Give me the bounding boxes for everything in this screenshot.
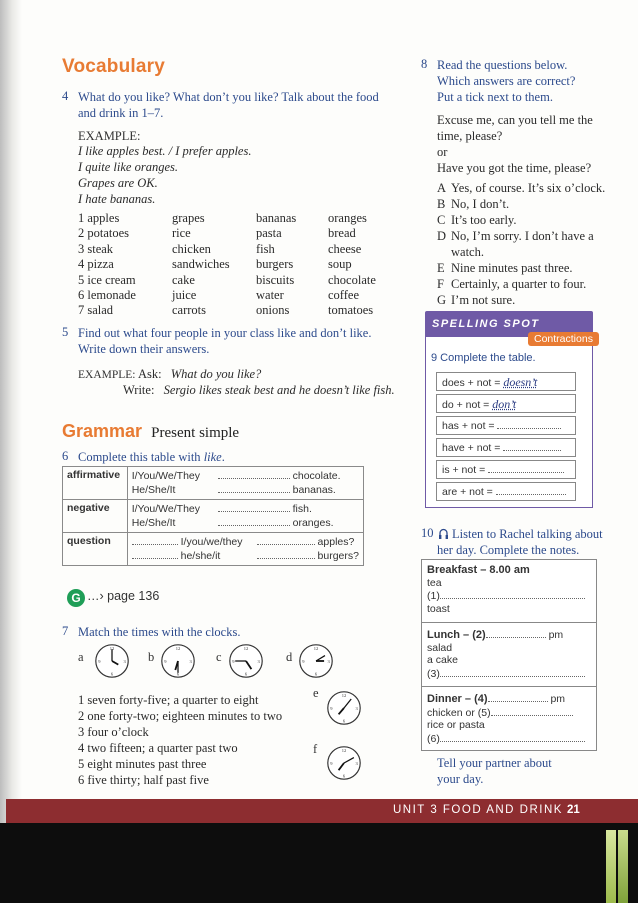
q4-example-label: EXAMPLE: [78, 129, 141, 143]
table-row [63, 533, 364, 566]
contraction-row[interactable] [436, 460, 576, 479]
q10-line1: Listen to Rachel talking about [452, 527, 603, 541]
answer-text: I’m not sure. [451, 293, 516, 307]
divider [422, 622, 596, 623]
object: burgers? [317, 550, 359, 562]
contraction-left: are + not = [442, 486, 496, 498]
food-item: rice [172, 226, 191, 241]
food-item: cheese [328, 241, 362, 256]
time-item-3: 3 four o’clock [78, 725, 149, 739]
food-item: bananas [256, 211, 297, 225]
clock-numeral: 6 [314, 671, 318, 677]
q5-line1: Find out what four people in your class like and don’t like. [78, 326, 372, 340]
dinner-section [427, 692, 585, 745]
clock-a [94, 643, 130, 679]
clock-numeral: 12 [109, 646, 115, 652]
book-spine-shadow [0, 0, 22, 903]
answer-a[interactable] [437, 180, 605, 196]
note-blank-label: chicken or (5) [427, 706, 491, 719]
note-blank-label: (1) [427, 590, 440, 602]
grammar-subtitle: Present simple [151, 425, 240, 441]
table-row [63, 500, 364, 533]
q6-end: . [221, 450, 225, 464]
blank [496, 485, 566, 495]
clock-numeral: 9 [98, 658, 101, 664]
food-item: juice [172, 288, 197, 303]
clock-label-f: f [313, 742, 318, 756]
answer-d-cont [437, 244, 484, 260]
object: chocolate. [292, 470, 341, 482]
note-blank[interactable] [440, 589, 585, 599]
q4-example-3: Grapes are OK. [78, 176, 158, 190]
q8-line1: Read the questions below. [437, 58, 568, 72]
subject: I/You/We/They [131, 470, 200, 482]
blank[interactable] [132, 549, 178, 559]
food-column-3 [256, 211, 296, 319]
food-item: cake [172, 272, 195, 287]
food-item: tomatoes [328, 303, 374, 318]
clock-label-d: d [286, 650, 293, 664]
breakfast-section [427, 564, 585, 615]
food-item: 2 potatoes [78, 226, 130, 241]
tell-line1: Tell your partner about [437, 756, 552, 770]
answer-e[interactable] [437, 260, 573, 276]
time-item-5: 5 eight minutes past three [78, 757, 207, 771]
note-line: rice or pasta [427, 719, 485, 731]
answer-g[interactable] [437, 292, 515, 308]
q7-instruction: Match the times with the clocks. [78, 625, 241, 639]
pm-label: pm [550, 693, 566, 705]
food-item: coffee [328, 288, 359, 303]
answer-letter: B [437, 197, 446, 211]
clock-numeral: 6 [342, 718, 346, 724]
q5-instruction [78, 325, 371, 357]
q4-example-4: I hate bananas. [78, 192, 156, 206]
food-item: 1 apples [78, 211, 120, 225]
tell-partner [437, 755, 552, 787]
clock-d [298, 643, 334, 679]
note-line: tea [427, 576, 442, 589]
clock-f [326, 745, 362, 781]
row-content [127, 500, 363, 533]
blank[interactable] [218, 483, 290, 493]
q5-example-write [123, 382, 395, 398]
clock-numeral: 6 [110, 671, 114, 677]
time-item-4: 4 two fifteen; a quarter past two [78, 741, 238, 755]
q4-number: 4 [62, 89, 69, 103]
contraction-answer: doesn’t [503, 375, 538, 389]
clock-numeral: 6 [342, 773, 346, 779]
contraction-row[interactable] [436, 482, 576, 501]
answer-c[interactable] [437, 212, 517, 228]
contractions-tag: Contractions [528, 332, 599, 346]
note-line: toast [427, 602, 450, 615]
row-label: question [63, 533, 128, 566]
row-content [127, 533, 363, 566]
q4-example-1: I like apples best. / I prefer apples. [78, 144, 252, 158]
clock-numeral: 12 [341, 693, 347, 699]
dinner-title: Dinner – (4) [427, 693, 488, 705]
clock-numeral: 9 [164, 658, 167, 664]
q6-number: 6 [62, 449, 69, 463]
blank[interactable] [218, 502, 290, 512]
food-item: chicken [172, 241, 211, 256]
food-item: 5 ice cream [78, 272, 136, 287]
clock-numeral: 9 [330, 705, 333, 711]
q5-example-label: EXAMPLE: [78, 369, 136, 381]
q4-example-2: I quite like oranges. [78, 160, 178, 174]
q6-word: like [203, 450, 222, 464]
divider [422, 686, 596, 687]
table-row [63, 467, 364, 500]
clock-numeral: 3 [189, 658, 192, 664]
blank[interactable] [257, 535, 315, 545]
subject: I/You/We/They [131, 503, 200, 515]
food-column-1 [78, 211, 136, 319]
note-line: salad [427, 641, 453, 654]
q8-line3: Put a tick next to them. [437, 90, 553, 104]
note-line: a cake [427, 654, 458, 666]
clock-numeral: 12 [341, 748, 347, 754]
subject: He/She/It [131, 517, 176, 529]
q8-question1b: time, please? [437, 129, 503, 143]
note-blank[interactable] [491, 706, 573, 716]
row-label: negative [63, 500, 128, 533]
object: fish. [292, 503, 312, 515]
answer-letter: F [437, 277, 444, 291]
clock-numeral: 3 [123, 658, 126, 664]
food-item: carrots [172, 303, 207, 318]
grammar-reference-icon: G [67, 589, 85, 607]
row-label: affirmative [63, 467, 128, 500]
q8-question2: Have you got the time, please? [437, 161, 592, 175]
answer-letter: E [437, 261, 445, 275]
answer-text: watch. [451, 245, 484, 259]
time-item-6: 6 five thirty; half past five [78, 773, 209, 787]
q5-write-text: Sergio likes steak best and he doesn’t like fish. [163, 383, 395, 397]
time-item-2: 2 one forty-two; eighteen minutes to two [78, 709, 283, 723]
blank [503, 441, 561, 451]
q8-instruction [437, 57, 575, 105]
food-item: sandwiches [172, 257, 230, 272]
scan-background [0, 823, 638, 903]
q10-line2: her day. Complete the notes. [437, 543, 580, 557]
footer-unit: UNIT 3 FOOD AND DRINK [393, 804, 563, 816]
scan-edge [606, 830, 616, 903]
object: oranges. [292, 517, 334, 529]
blank [497, 419, 561, 429]
clock-numeral: 12 [175, 646, 181, 652]
clock-numeral: 3 [327, 658, 330, 664]
breakfast-title: Breakfast – 8.00 am [427, 564, 530, 576]
tell-line2: your day. [437, 772, 484, 786]
lunch-section [427, 628, 585, 680]
answer-text: It’s too early. [451, 213, 517, 227]
answer-text: Nine minutes past three. [451, 261, 573, 275]
q4-instruction [78, 89, 379, 121]
blank[interactable] [218, 516, 290, 526]
note-blank[interactable] [440, 667, 585, 677]
blank[interactable] [132, 535, 178, 545]
blank[interactable] [257, 549, 315, 559]
answer-f[interactable] [437, 276, 586, 292]
clock-numeral: 9 [302, 658, 305, 664]
lunch-title: Lunch – (2) [427, 629, 486, 641]
contraction-left: have + not = [442, 442, 504, 454]
q8-number: 8 [421, 57, 428, 71]
q4-line2: and drink in 1–7. [78, 106, 164, 120]
food-item: 4 pizza [78, 257, 114, 272]
contraction-answer: don’t [492, 397, 517, 411]
food-item: bread [328, 226, 356, 241]
clock-label-c: c [216, 650, 222, 664]
q6-instruction [78, 449, 225, 465]
answer-letter: D [437, 229, 447, 243]
contraction-row[interactable] [436, 438, 576, 457]
food-item: water [256, 288, 284, 303]
food-item: pasta [256, 226, 282, 241]
food-item: fish [256, 241, 275, 256]
clock-e [326, 690, 362, 726]
q5-ask-text: What do you like? [170, 367, 262, 381]
answer-text: Yes, of course. It’s six o’clock. [451, 181, 606, 195]
answer-letter: A [437, 181, 447, 195]
blank [488, 463, 564, 473]
clock-numeral: 9 [330, 760, 333, 766]
answer-b[interactable] [437, 196, 509, 212]
food-column-4 [328, 211, 376, 319]
clock-numeral: 12 [313, 646, 319, 652]
note-blank-label: (6) [427, 732, 440, 745]
q7-number: 7 [62, 624, 69, 638]
audio-icon [438, 528, 449, 540]
q8-line2: Which answers are correct? [437, 74, 576, 88]
q5-ask-label: Ask: [137, 367, 162, 381]
food-item: soup [328, 257, 352, 272]
contraction-row[interactable] [436, 416, 576, 435]
clock-numeral: 6 [176, 671, 180, 677]
clock-numeral: 12 [243, 646, 249, 652]
spelling-spot-title: SPELLING SPOT [432, 318, 540, 330]
blank[interactable] [218, 469, 290, 479]
food-item: chocolate [328, 272, 376, 287]
page-number: 21 [567, 804, 580, 816]
clock-numeral: 3 [257, 658, 260, 664]
q5-example-ask [78, 366, 261, 383]
clock-label-b: b [148, 650, 155, 664]
clock-label-a: a [78, 650, 84, 664]
clock-b [160, 643, 196, 679]
contraction-left: is + not = [442, 464, 489, 476]
contraction-row[interactable] [436, 394, 576, 413]
note-blank[interactable] [486, 628, 546, 638]
food-item: 3 steak [78, 241, 114, 256]
food-item: biscuits [256, 272, 295, 287]
clock-numeral: 6 [244, 671, 248, 677]
scan-edge [618, 830, 628, 903]
answer-text: No, I don’t. [451, 197, 510, 211]
answer-d[interactable] [437, 228, 594, 244]
food-item: burgers [256, 257, 294, 272]
object: bananas. [292, 484, 336, 496]
object: apples? [317, 536, 355, 548]
grammar-title: Grammar [62, 421, 143, 441]
contraction-row[interactable] [436, 372, 576, 391]
food-item: oranges [328, 211, 367, 225]
q5-line2: Write down their answers. [78, 342, 210, 356]
q8-question1a: Excuse me, can you tell me the [437, 113, 593, 127]
vocabulary-heading: Vocabulary [62, 56, 166, 77]
pm-label: pm [548, 629, 564, 641]
present-simple-table [62, 466, 364, 566]
grammar-heading [62, 421, 239, 442]
clock-c [228, 643, 264, 679]
time-item-1: 1 seven forty-five; a quarter to eight [78, 693, 259, 707]
answer-text: No, I’m sorry. I don’t have a [451, 229, 594, 243]
contraction-left: has + not = [442, 420, 498, 432]
q10-number: 10 [421, 526, 434, 540]
subject: I/you/we/they [180, 536, 243, 548]
answer-letter: C [437, 213, 446, 227]
food-item: 7 salad [78, 303, 114, 318]
q5-number: 5 [62, 325, 69, 339]
q4-line1: What do you like? What don’t you like? Talk about the food [78, 90, 379, 104]
row-content [127, 467, 363, 500]
food-item: onions [256, 303, 290, 318]
answer-text: Certainly, a quarter to four. [451, 277, 587, 291]
note-blank[interactable] [488, 692, 548, 702]
subject: He/She/It [131, 484, 176, 496]
food-item: 6 lemonade [78, 288, 136, 303]
contraction-left: does + not = [442, 377, 504, 389]
subject: he/she/it [180, 550, 221, 562]
q9-instruction: 9 Complete the table. [431, 352, 536, 364]
food-item: grapes [172, 211, 205, 225]
q5-write-label: Write: [123, 383, 155, 397]
clock-label-e: e [313, 686, 319, 700]
notes-box [421, 559, 597, 751]
clock-numeral: 9 [232, 658, 235, 664]
answer-letter: G [437, 293, 447, 307]
q6-text: Complete this table with [78, 450, 204, 464]
q8-or: or [437, 145, 448, 159]
clock-numeral: 3 [355, 760, 358, 766]
note-blank-label: (3) [427, 667, 440, 680]
note-blank[interactable] [440, 732, 585, 742]
grammar-reference-link[interactable]: …› page 136 [87, 589, 160, 603]
contraction-left: do + not = [442, 399, 493, 411]
food-column-2 [172, 211, 230, 319]
clock-numeral: 3 [355, 705, 358, 711]
